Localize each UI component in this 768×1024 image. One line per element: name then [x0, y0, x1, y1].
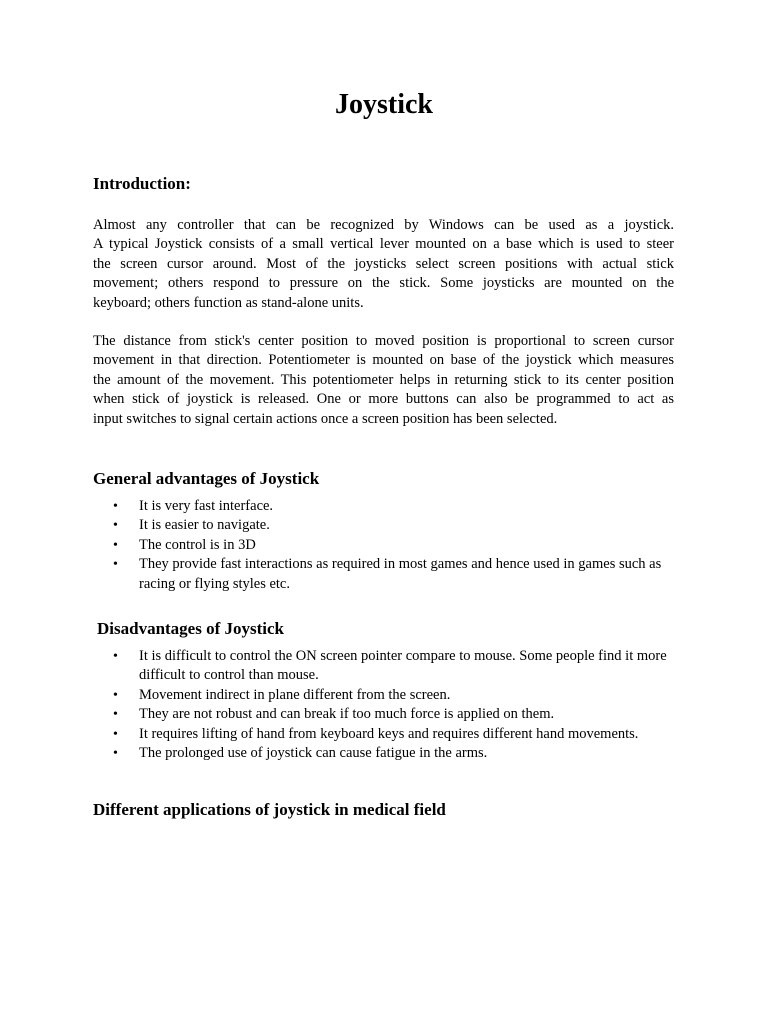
paragraph-line: A typical Joystick consists of a small vertical lever mounted on a base which is used to steer	[93, 236, 674, 253]
list-item-text: It requires lifting of hand from keyboard keys and requires different hand movements.	[139, 725, 639, 742]
list-item-text: They provide fast interactions as required in most games and hence used in games such as racing or flying styles etc.	[139, 556, 662, 592]
bullet-icon: •	[113, 707, 118, 723]
paragraph-line: input switches to signal certain actions once a screen position has been selected.	[93, 410, 558, 427]
list-item	[93, 536, 673, 555]
list-item	[93, 647, 683, 686]
list-item-text: It is very fast interface.	[139, 498, 274, 514]
introduction-paragraph-1	[93, 216, 674, 313]
bullet-icon: •	[113, 726, 118, 742]
list-item	[93, 555, 673, 594]
paragraph-line: The distance from stick's center position to moved position is proportional to screen cursor	[93, 333, 674, 349]
bullet-icon: •	[113, 649, 118, 664]
list-item-text: It is difficult to control the ON screen pointer compare to mouse. Some people find it more difficult to control than mouse.	[139, 648, 667, 684]
paragraph-line: movement in that direction. Potentiometer is mounted on base of the joystick which measures	[93, 352, 674, 369]
introduction-heading: Introduction:	[93, 174, 191, 193]
page-title: Joystick	[335, 89, 433, 120]
list-item-text: They are not robust and can break if too much force is applied on them.	[139, 706, 555, 723]
list-item	[93, 686, 683, 705]
list-item-text: Movement indirect in plane different from the screen.	[139, 686, 451, 703]
introduction-paragraph-2	[93, 332, 674, 429]
paragraph-line: the screen cursor around. Most of the joysticks select screen positions with actual stick	[93, 255, 674, 272]
advantages-list	[93, 497, 673, 594]
applications-heading: Different applications of joystick in medical field	[93, 800, 446, 819]
disadvantages-heading: Disadvantages of Joystick	[97, 619, 285, 638]
list-item-text: The control is in 3D	[139, 536, 256, 553]
paragraph-line: Almost any controller that can be recognized by Windows can be used as a joystick.	[93, 217, 674, 233]
bullet-icon: •	[113, 557, 118, 573]
list-item	[93, 725, 683, 744]
advantages-heading: General advantages of Joystick	[93, 469, 320, 488]
disadvantages-list	[93, 647, 683, 763]
bullet-icon: •	[113, 518, 118, 534]
bullet-icon: •	[113, 499, 118, 514]
list-item	[93, 744, 683, 763]
paragraph-line: keyboard; others function as stand-alone units.	[93, 294, 364, 311]
list-item-text: It is easier to navigate.	[139, 517, 270, 534]
paragraph-line: the amount of the movement. This potentiometer helps in returning stick to its center position	[93, 371, 674, 388]
list-item	[93, 516, 673, 535]
bullet-icon: •	[113, 746, 118, 762]
list-item-text: The prolonged use of joystick can cause fatigue in the arms.	[139, 745, 488, 762]
list-item	[93, 705, 683, 724]
paragraph-line: movement; others respond to pressure on the stick. Some joysticks are mounted on the	[93, 275, 674, 292]
list-item	[93, 497, 673, 516]
bullet-icon: •	[113, 687, 118, 703]
paragraph-line: when stick of joystick is released. One or more buttons can also be programmed to act as	[93, 391, 674, 408]
bullet-icon: •	[113, 537, 118, 553]
